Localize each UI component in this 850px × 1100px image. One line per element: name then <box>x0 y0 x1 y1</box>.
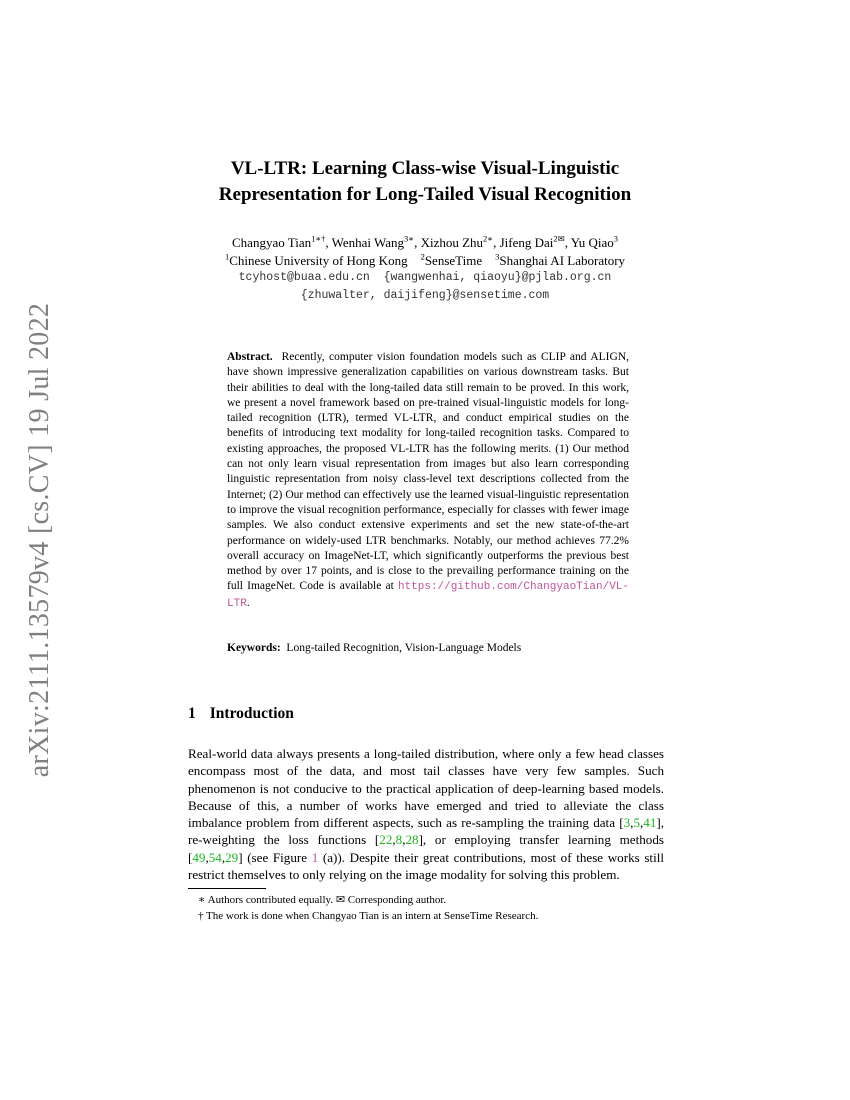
affiliation: Chinese University of Hong Kong <box>229 252 408 268</box>
citation-link[interactable]: 5 <box>633 815 640 831</box>
citation-link[interactable]: 28 <box>405 832 419 848</box>
affiliations <box>150 252 700 270</box>
comma: , <box>221 849 226 865</box>
abstract-label: Abstract. <box>227 351 273 363</box>
code-link[interactable]: https://github.com/ChangyaoTian/VL-LTR <box>227 581 629 610</box>
abstract-text: Recently, computer vision foundation models such as CLIP and ALIGN, have shown impressive generalization capabilities on various downstream tasks. But their abilities to deal with the long-tailed data still remain to be proved. In this work, we present a novel framework based on pre-trained visual-linguistic models for long-tailed recognition (LTR), termed VL-LTR, and conduct empirical studies on the benefits of introducing text modality for long-tailed recognition tasks. Compared to existing approaches, the proposed VL-LTR has the following merits. (1) Our method can not only learn visual representation from images but also learn corresponding linguistic representation from noisy class-level text descriptions collected from the Internet; (2) Our method can effectively use the learned visual-linguistic representation to improve the visual recognition performance, especially for classes with fewer image samples. We also conduct extensive experiments and set the new state-of-the-art performance on widely-used LTR benchmarks. Notably, our method achieves 77.2% overall accuracy on ImageNet-LT, which significantly outperforms the previous best method by over 17 points, and is close to the prevailing performance training on the full ImageNet. Code is available at <box>227 351 629 593</box>
author-sup: 2∗ <box>483 233 494 244</box>
citation-link[interactable]: 22 <box>379 832 393 848</box>
keywords <box>227 641 629 656</box>
abstract <box>227 350 629 612</box>
comma: , <box>630 815 634 831</box>
affil-sup: 3 <box>495 251 500 262</box>
author-name: , Xizhou Zhu <box>414 235 484 250</box>
arxiv-stamp: arXiv:2111.13579v4 [cs.CV] 19 Jul 2022 <box>24 302 55 778</box>
title-line-2: Representation for Long-Tailed Visual Recognition <box>218 184 632 205</box>
intro-paragraph <box>188 745 664 883</box>
footnote-1 <box>198 893 538 909</box>
affiliation: SenseTime <box>424 252 483 268</box>
body-text: ], re-weighting the loss functions [ <box>188 815 664 848</box>
body-text: (a)). Despite their great contributions, most of these works still restrict themselves to only relying on the image modality for solving this problem. <box>188 849 664 883</box>
emails-line-2: {zhuwalter, daijifeng}@sensetime.com <box>300 288 550 302</box>
author-name: , Jifeng Dai <box>493 235 554 250</box>
affiliation: Shanghai AI Laboratory <box>499 252 626 268</box>
citation-link[interactable]: 29 <box>225 849 239 865</box>
footnote-mark: † <box>198 909 204 922</box>
citation-link[interactable]: 3 <box>623 815 631 831</box>
author-name: , Wenhai Wang <box>325 235 405 250</box>
affil-sup: 2 <box>420 251 425 262</box>
body-text: ], or employing transfer learning methods [ <box>188 832 664 865</box>
footnote-rule <box>188 888 266 889</box>
author-sup: 2✉ <box>553 233 565 244</box>
keywords-label: Keywords: <box>227 642 281 654</box>
footnote-text: Authors contributed equally. ✉ Corresponding author. <box>205 894 447 906</box>
comma: , <box>402 832 406 848</box>
emails-line-1: tcyhost@buaa.edu.cn {wangwenhai, qiaoyu}@pjlab.org.cn <box>238 271 612 284</box>
abstract-end: . <box>246 596 250 609</box>
body-text: Real-world data always presents a long-tailed distribution, where only a few head classes encompass most of the data, and most tail classes have very few samples. Such phenomenon is not conducive to the practical application of deep-learning based models. Because of this, a number of works have emerged and tried to alleviate the class imbalance problem from different aspects, such as re-sampling the training data [ <box>188 746 664 831</box>
paper-title <box>150 156 700 208</box>
author-sup: 3∗ <box>404 233 415 244</box>
citation-link[interactable]: 41 <box>643 815 657 831</box>
author-sup: 1∗† <box>311 233 326 244</box>
footnotes <box>198 893 538 924</box>
keywords-text: Long-tailed Recognition, Vision-Language Models <box>286 642 522 654</box>
section-title: Introduction <box>209 705 294 722</box>
author-sup: 3 <box>613 233 618 244</box>
section-number: 1 <box>188 705 196 722</box>
affil-sup: 1 <box>224 251 230 262</box>
comma: , <box>392 832 396 848</box>
author-list <box>150 234 700 252</box>
comma: , <box>205 849 209 865</box>
footnote-2 <box>198 909 538 925</box>
author-name: Changyao Tian <box>232 235 312 250</box>
citation-link[interactable]: 8 <box>395 832 403 848</box>
author-name: , Yu Qiao <box>564 235 614 250</box>
body-text: ] (see Figure <box>238 849 312 865</box>
citation-link[interactable]: 54 <box>208 849 222 865</box>
figure-link[interactable]: 1 <box>311 849 319 865</box>
footnote-text: The work is done when Changyao Tian is an intern at SenseTime Research. <box>203 909 539 922</box>
comma: , <box>639 815 644 831</box>
authors-block <box>150 234 700 304</box>
section-heading <box>188 705 294 723</box>
footnote-mark: ∗ <box>198 894 206 906</box>
title-line-1: VL-LTR: Learning Class-wise Visual-Linguistic <box>230 158 620 179</box>
citation-link[interactable]: 49 <box>192 849 206 865</box>
